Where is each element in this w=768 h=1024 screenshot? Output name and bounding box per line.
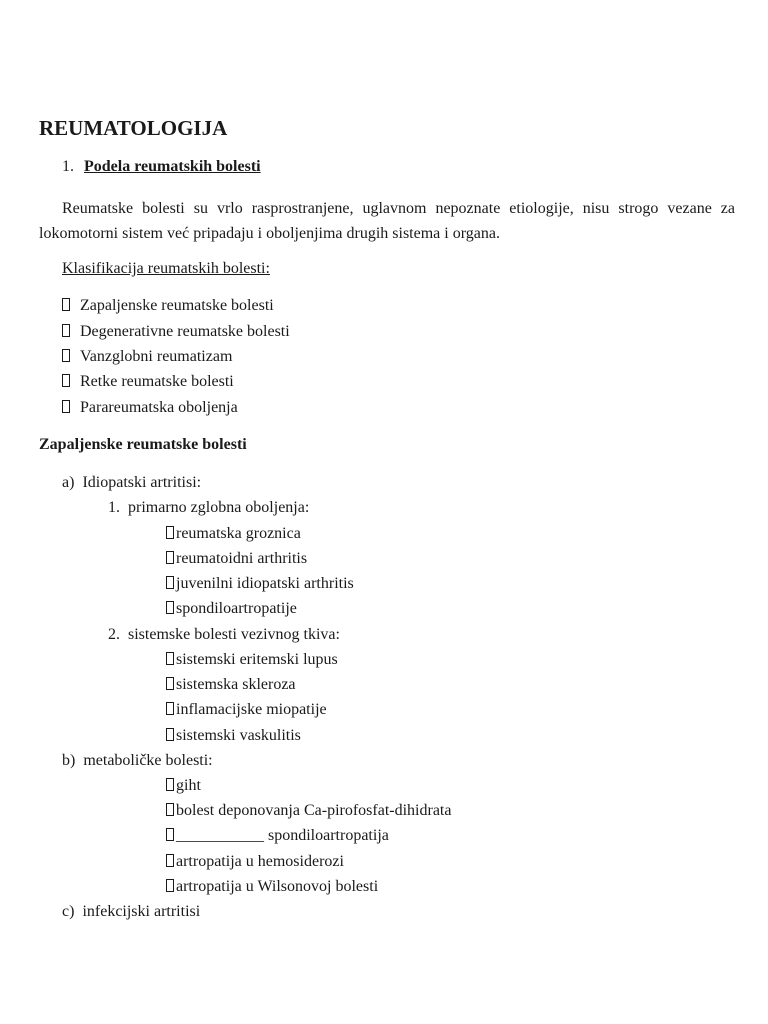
outline-subitem: ___________ spondiloartropatija (166, 826, 389, 846)
outline-subitem: artropatija u hemosiderozi (166, 852, 344, 872)
checkbox-bullet-icon (62, 400, 70, 413)
checkbox-bullet-icon (166, 879, 174, 892)
outline-subitem: juvenilni idiopatski arthritis (166, 574, 354, 594)
checkbox-bullet-icon (62, 349, 70, 362)
checkbox-bullet-icon (62, 298, 70, 311)
classification-item: Retke reumatske bolesti (62, 372, 234, 392)
document-title: REUMATOLOGIJA (39, 116, 228, 140)
checkbox-bullet-icon (166, 551, 174, 564)
checkbox-bullet-icon (62, 374, 70, 387)
checkbox-bullet-icon (166, 778, 174, 791)
subsection-title: Zapaljenske reumatske bolesti (39, 436, 247, 453)
outline-subitem: spondiloartropatije (166, 599, 297, 619)
checkbox-bullet-icon (166, 854, 174, 867)
checkbox-bullet-icon (166, 526, 174, 539)
outline-subitem: sistemski vaskulitis (166, 726, 301, 746)
outline-subitem: sistemska skleroza (166, 675, 296, 695)
outline-subitem: bolest deponovanja Ca-pirofosfat-dihidrata (166, 801, 451, 821)
section-title: Podela reumatskih bolesti (84, 158, 261, 175)
checkbox-bullet-icon (166, 702, 174, 715)
outline-item-a2: 2. sistemske bolesti vezivnog tkiva: (108, 626, 340, 643)
checkbox-bullet-icon (166, 728, 174, 741)
outline-item-b: b) metaboličke bolesti: (62, 752, 213, 769)
classification-label: Klasifikacija reumatskih bolesti: (62, 260, 270, 277)
outline-subitem: sistemski eritemski lupus (166, 650, 338, 670)
outline-subitem: reumatska groznica (166, 524, 301, 544)
intro-paragraph: Reumatske bolesti su vrlo rasprostranjene, uglavnom nepoznate etiologije, nisu strogo vezane za lokomotorni sistem već pripadaju i oboljenjima drugih sistema i organa. (39, 200, 735, 242)
outline-item-a1: 1. primarno zglobna oboljenja: (108, 499, 310, 516)
outline-subitem: reumatoidni arthritis (166, 549, 307, 569)
classification-item: Parareumatska oboljenja (62, 398, 238, 418)
checkbox-bullet-icon (166, 803, 174, 816)
checkbox-bullet-icon (166, 652, 174, 665)
checkbox-bullet-icon (166, 677, 174, 690)
section-number: 1. (62, 158, 74, 175)
checkbox-bullet-icon (166, 828, 174, 841)
checkbox-bullet-icon (62, 324, 70, 337)
checkbox-bullet-icon (166, 601, 174, 614)
outline-subitem: inflamacijske miopatije (166, 700, 327, 720)
classification-item: Zapaljenske reumatske bolesti (62, 296, 274, 316)
checkbox-bullet-icon (166, 576, 174, 589)
classification-item: Degenerativne reumatske bolesti (62, 322, 290, 342)
outline-subitem: giht (166, 776, 201, 796)
outline-item-c: c) infekcijski artritisi (62, 903, 201, 920)
outline-item-a: a) Idiopatski artritisi: (62, 474, 202, 491)
classification-item: Vanzglobni reumatizam (62, 347, 232, 367)
outline-subitem: artropatija u Wilsonovoj bolesti (166, 877, 378, 897)
